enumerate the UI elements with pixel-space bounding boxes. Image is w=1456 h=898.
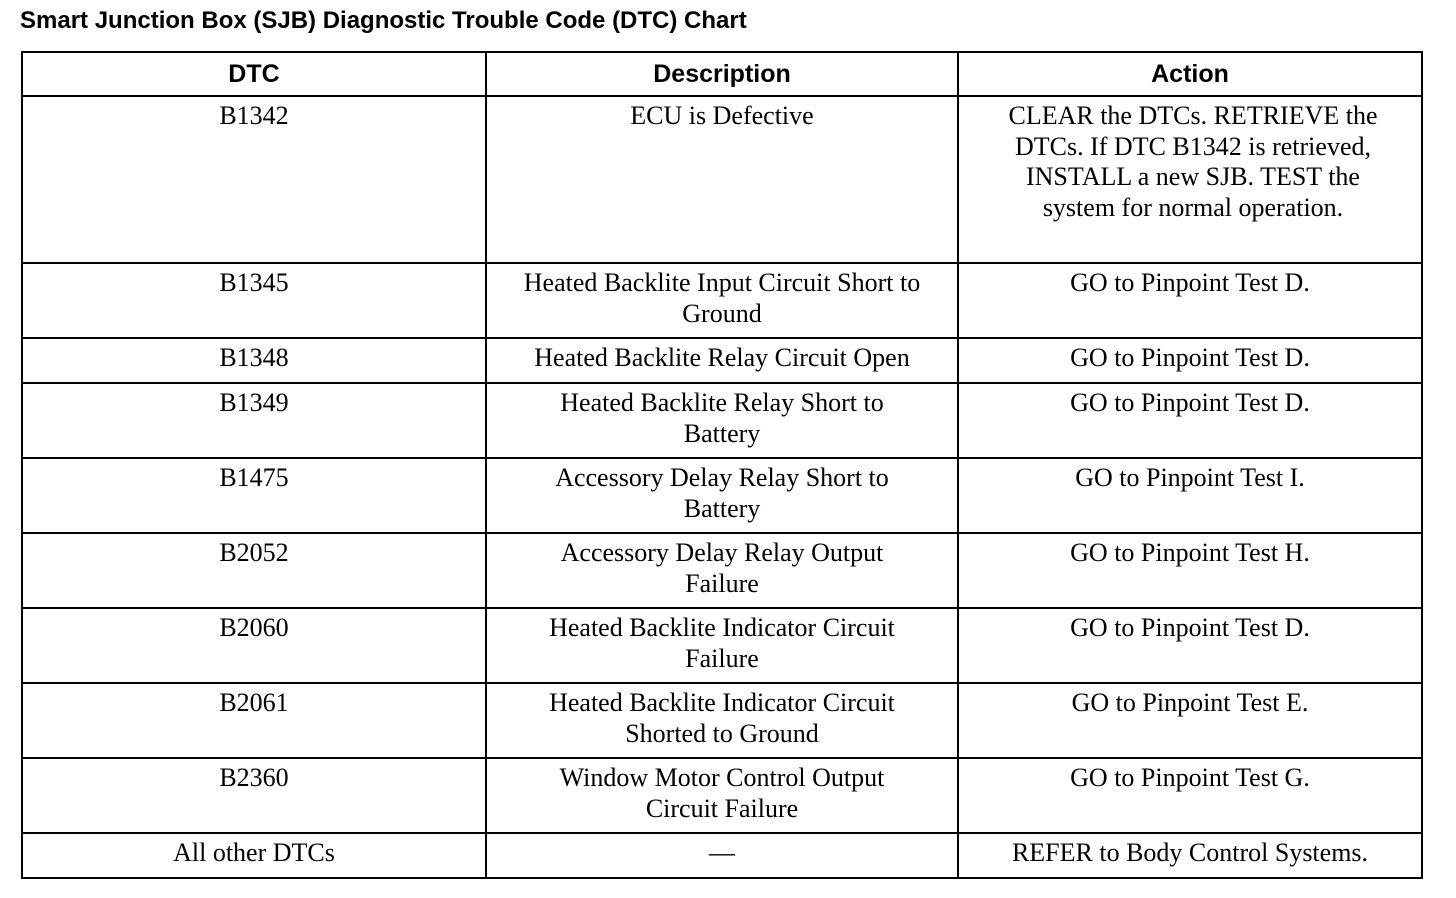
table-row [22,608,1422,683]
table-row [22,533,1422,608]
description-cell: Heated Backlite Relay Circuit Open [486,338,958,383]
description-cell: Heated Backlite Indicator Circuit Failure [486,608,958,683]
description-cell: Heated Backlite Relay Short to Battery [486,383,958,458]
dtc-cell: B1349 [22,383,486,458]
description-cell: Accessory Delay Relay Short to Battery [486,458,958,533]
table-row [22,833,1422,878]
action-cell: GO to Pinpoint Test G. [958,758,1422,833]
dtc-cell: B1348 [22,338,486,383]
dtc-cell: B2061 [22,683,486,758]
table-row [22,758,1422,833]
action-cell: GO to Pinpoint Test D. [958,608,1422,683]
table-header-row [22,52,1422,96]
action-cell: GO to Pinpoint Test I. [958,458,1422,533]
dtc-cell: B1345 [22,263,486,338]
description-cell: ECU is Defective [486,96,958,263]
action-cell: CLEAR the DTCs. RETRIEVE the DTCs. If DTC B1342 is retrieved, INSTALL a new SJB. TEST the system for normal operation. [958,96,1422,263]
description-cell: Heated Backlite Input Circuit Short to Ground [486,263,958,338]
dtc-cell: All other DTCs [22,833,486,878]
column-header-dtc: DTC [22,52,486,96]
dtc-cell: B1475 [22,458,486,533]
table-row [22,683,1422,758]
dtc-cell: B2360 [22,758,486,833]
dtc-chart-table [21,51,1423,879]
dtc-cell: B1342 [22,96,486,263]
dtc-cell: B2060 [22,608,486,683]
description-cell: Window Motor Control Output Circuit Failure [486,758,958,833]
action-cell: GO to Pinpoint Test H. [958,533,1422,608]
table-row [22,96,1422,263]
table-row [22,263,1422,338]
action-cell: GO to Pinpoint Test D. [958,338,1422,383]
action-cell: GO to Pinpoint Test E. [958,683,1422,758]
table-row [22,338,1422,383]
column-header-action: Action [958,52,1422,96]
description-cell: Heated Backlite Indicator Circuit Shorted to Ground [486,683,958,758]
page-title: Smart Junction Box (SJB) Diagnostic Trouble Code (DTC) Chart [20,7,747,34]
action-cell: REFER to Body Control Systems. [958,833,1422,878]
table-row [22,383,1422,458]
action-cell: GO to Pinpoint Test D. [958,383,1422,458]
action-cell: GO to Pinpoint Test D. [958,263,1422,338]
description-cell: Accessory Delay Relay Output Failure [486,533,958,608]
dtc-cell: B2052 [22,533,486,608]
table-row [22,458,1422,533]
column-header-description: Description [486,52,958,96]
description-cell: — [486,833,958,878]
